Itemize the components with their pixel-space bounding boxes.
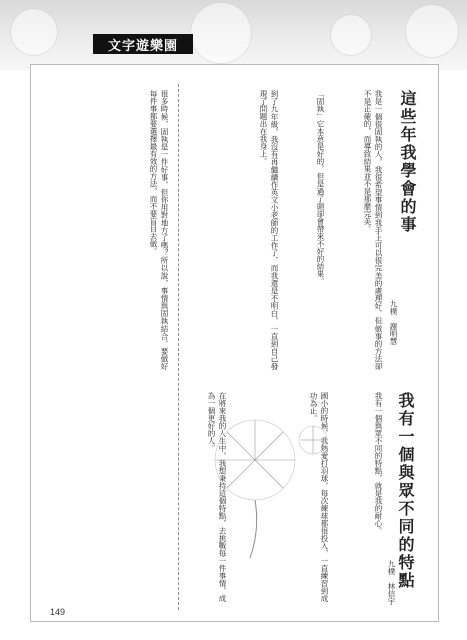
page-number: 149 bbox=[50, 607, 66, 617]
article-left-paragraph: 很多時候，固執是一件好事，但你用對地方了嗎？所以說，事情與固執結合，要做好每件事都要選擇最有效的方法，而不要盲目去做。 bbox=[149, 90, 169, 370]
decorative-bubble bbox=[190, 2, 252, 64]
decorative-bubble bbox=[405, 4, 459, 58]
article-right-title: 我有一個與眾不同的特點 bbox=[396, 392, 415, 590]
article-left-paragraph: 「固執」它本意是好的，但是過了頭卻會帶來不好的結果。 bbox=[316, 90, 325, 285]
article-left-title: 這些年我學會的事 bbox=[398, 90, 417, 234]
article-left-paragraph: 我是一個很固執的人，我很希望事情到我手上可以很完美的處理好，但做事的方法卻不是正確的，而導致結果並不是那麼完美。 bbox=[363, 90, 383, 370]
article-left-paragraph: 到了九年級，我沒有再繼續作英文小老師的工作了，而我還是不明白，一直到自己發現了問題出在我身上。 bbox=[259, 90, 279, 370]
column-divider bbox=[178, 84, 179, 610]
article-right-author: 九樸 林信宇 bbox=[387, 560, 396, 605]
section-title: 文字遊樂園 bbox=[93, 34, 193, 54]
article-left-author: 九樸 謝明慧 bbox=[389, 300, 398, 345]
dandelion-illustration bbox=[195, 400, 345, 560]
decorative-bubble bbox=[10, 8, 58, 56]
article-right-paragraph: 國小的時候，我熱愛打羽球，每次練球都很投入，一直練習到成功為止。 bbox=[309, 392, 329, 602]
article-right-paragraph: 在將來我的人生中，我想秉持這個特點，去挑戰每一件事情，成為一個更好的人。 bbox=[207, 392, 227, 602]
decorative-bubble bbox=[330, 14, 372, 56]
article-right-paragraph: 我有一個與眾不同的特點，就是我的耐心。 bbox=[374, 392, 383, 535]
